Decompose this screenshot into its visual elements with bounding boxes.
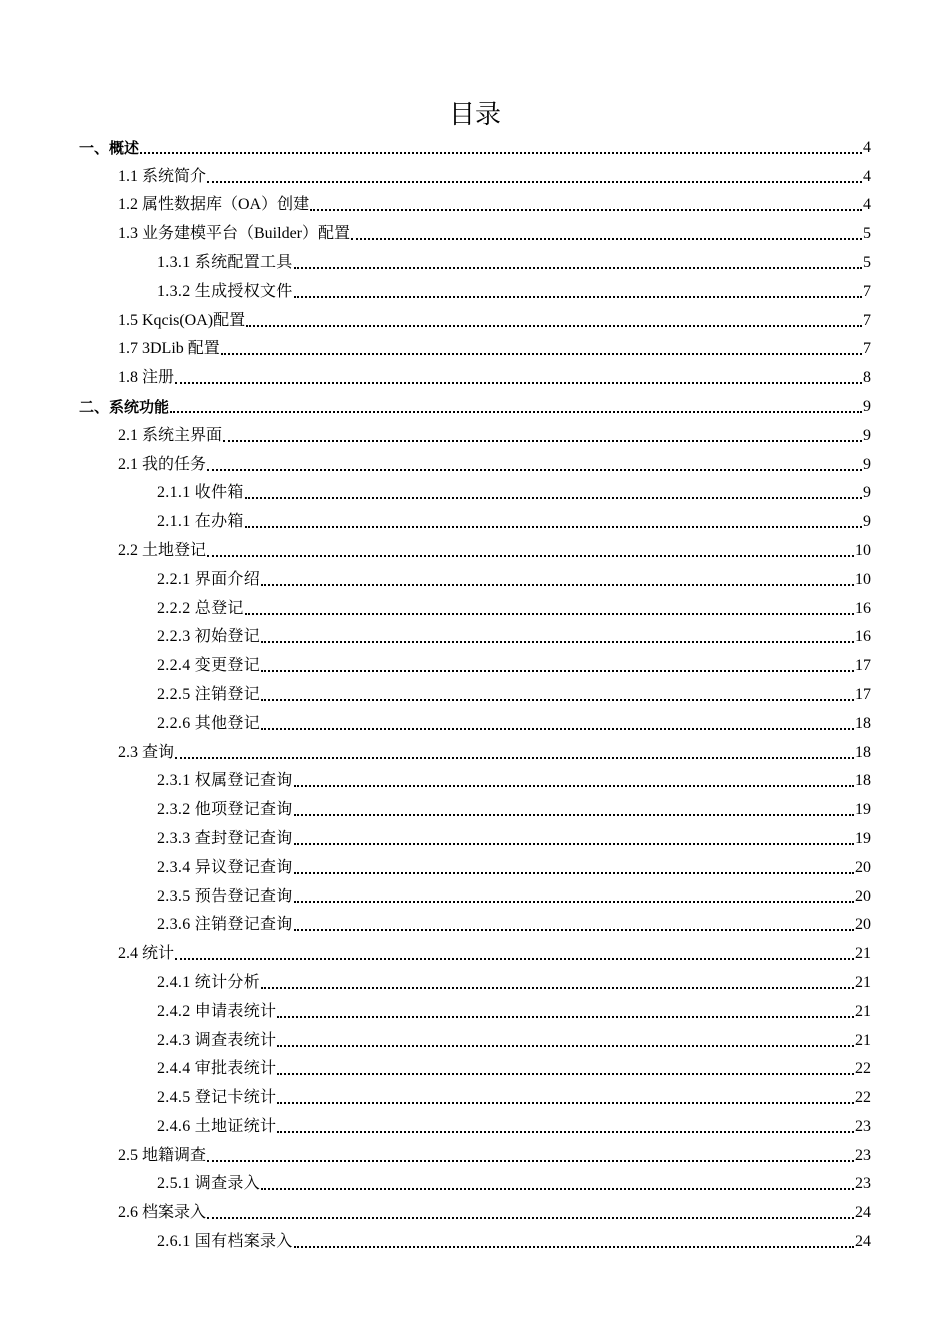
dot-leader — [207, 181, 862, 183]
toc-entry-title: 1.8 注册 — [118, 369, 175, 387]
dot-leader — [351, 238, 862, 240]
toc-entry[interactable] — [0, 534, 950, 563]
toc-entry-title: 1.3 业务建模平台（Builder）配置 — [118, 225, 350, 243]
toc-entry-title: 2.2.3 初始登记 — [157, 628, 260, 646]
dot-leader — [277, 1016, 854, 1018]
toc-entry-title: 2.3.6 注销登记查询 — [157, 916, 293, 934]
toc-page-number: 21 — [855, 945, 871, 963]
toc-entry-title: 2.6.1 国有档案录入 — [157, 1233, 293, 1251]
toc-entry-title: 2.1 系统主界面 — [118, 426, 223, 444]
dot-leader — [294, 296, 862, 298]
dot-leader — [170, 411, 862, 413]
toc-entry[interactable] — [0, 592, 950, 621]
toc-entry[interactable] — [0, 707, 950, 736]
toc-page-number: 22 — [855, 1060, 871, 1078]
toc-page-number: 10 — [855, 541, 871, 559]
toc-entry[interactable] — [0, 1024, 950, 1053]
dot-leader — [261, 641, 854, 643]
toc-entry[interactable] — [0, 563, 950, 592]
toc-entry-title: 1.7 3DLib 配置 — [118, 340, 220, 358]
dot-leader — [246, 325, 862, 327]
dot-leader — [245, 613, 854, 615]
toc-entry-title: 2.4.4 审批表统计 — [157, 1060, 277, 1078]
toc-entry-title: 1.3.1 系统配置工具 — [157, 253, 293, 271]
toc-entry[interactable] — [0, 361, 950, 390]
toc-page-number: 24 — [855, 1233, 871, 1251]
table-of-contents — [0, 131, 950, 1254]
toc-entry-title: 2.6 档案录入 — [118, 1204, 207, 1222]
toc-entry[interactable] — [0, 995, 950, 1024]
dot-leader — [245, 526, 862, 528]
toc-page-number: 20 — [855, 887, 871, 905]
toc-page-number: 23 — [855, 1117, 871, 1135]
dot-leader — [261, 1188, 854, 1190]
dot-leader — [294, 843, 854, 845]
toc-entry-title: 2.4.3 调查表统计 — [157, 1031, 277, 1049]
toc-page-number: 23 — [855, 1175, 871, 1193]
toc-entry[interactable] — [0, 390, 950, 419]
toc-entry[interactable] — [0, 1196, 950, 1225]
toc-entry[interactable] — [0, 1225, 950, 1254]
toc-page-number: 22 — [855, 1089, 871, 1107]
toc-page-number: 21 — [855, 973, 871, 991]
toc-entry[interactable] — [0, 851, 950, 880]
toc-page-number: 18 — [855, 743, 871, 761]
toc-entry[interactable] — [0, 448, 950, 477]
toc-entry-title: 2.5 地籍调查 — [118, 1146, 207, 1164]
toc-page-number: 21 — [855, 1002, 871, 1020]
toc-entry[interactable] — [0, 505, 950, 534]
toc-entry[interactable] — [0, 275, 950, 304]
toc-entry-title: 2.3.1 权属登记查询 — [157, 772, 293, 790]
toc-page-number: 4 — [863, 167, 871, 185]
toc-page-number: 4 — [863, 196, 871, 214]
toc-page-number: 10 — [855, 570, 871, 588]
toc-entry-title: 1.1 系统简介 — [118, 167, 207, 185]
toc-entry-title: 2.2.5 注销登记 — [157, 685, 260, 703]
dot-leader — [207, 555, 854, 557]
toc-entry[interactable] — [0, 909, 950, 938]
toc-page-number: 20 — [855, 858, 871, 876]
toc-entry-title: 1.3.2 生成授权文件 — [157, 282, 293, 300]
toc-entry-title: 二、系统功能 — [79, 397, 170, 416]
toc-entry[interactable] — [0, 160, 950, 189]
toc-page-number: 9 — [863, 513, 871, 531]
toc-entry[interactable] — [0, 966, 950, 995]
toc-entry-title: 1.5 Kqcis(OA)配置 — [118, 311, 246, 329]
toc-entry-title: 2.3.5 预告登记查询 — [157, 887, 293, 905]
toc-page-number: 4 — [863, 138, 871, 156]
toc-page-number: 18 — [855, 714, 871, 732]
dot-leader — [310, 209, 862, 211]
toc-entry[interactable] — [0, 678, 950, 707]
toc-page-number: 7 — [863, 340, 871, 358]
toc-entry-title: 2.3.4 异议登记查询 — [157, 858, 293, 876]
toc-entry-title: 2.2 土地登记 — [118, 541, 207, 559]
dot-leader — [294, 929, 854, 931]
toc-entry[interactable] — [0, 419, 950, 448]
toc-entry-title: 2.5.1 调查录入 — [157, 1175, 260, 1193]
dot-leader — [294, 785, 854, 787]
toc-page-number: 19 — [855, 829, 871, 847]
dot-leader — [261, 584, 854, 586]
toc-entry[interactable] — [0, 1168, 950, 1197]
page-title: 目录 — [448, 100, 501, 130]
toc-entry[interactable] — [0, 1110, 950, 1139]
toc-entry-title: 2.2.1 界面介绍 — [157, 570, 260, 588]
dot-leader — [277, 1131, 854, 1133]
toc-page-number: 7 — [863, 311, 871, 329]
toc-entry-title: 2.4.5 登记卡统计 — [157, 1089, 277, 1107]
toc-entry[interactable] — [0, 304, 950, 333]
dot-leader — [245, 497, 862, 499]
toc-entry-title: 2.4.2 申请表统计 — [157, 1002, 277, 1020]
toc-page-number: 17 — [855, 657, 871, 675]
toc-entry-title: 2.3.2 他项登记查询 — [157, 801, 293, 819]
dot-leader — [223, 440, 862, 442]
toc-entry[interactable] — [0, 1081, 950, 1110]
toc-page-number: 9 — [863, 484, 871, 502]
toc-entry[interactable] — [0, 217, 950, 246]
dot-leader — [140, 152, 862, 154]
toc-page-number: 9 — [863, 397, 871, 415]
toc-page-number: 5 — [863, 225, 871, 243]
toc-entry-title: 一、概述 — [79, 138, 140, 157]
dot-leader — [294, 872, 854, 874]
toc-page-number: 17 — [855, 685, 871, 703]
dot-leader — [294, 1246, 854, 1248]
toc-entry[interactable] — [0, 736, 950, 765]
toc-entry[interactable] — [0, 649, 950, 678]
toc-page-number: 9 — [863, 455, 871, 473]
dot-leader — [277, 1045, 854, 1047]
toc-entry[interactable] — [0, 1053, 950, 1082]
toc-page-number: 21 — [855, 1031, 871, 1049]
toc-entry-title: 2.3.3 查封登记查询 — [157, 829, 293, 847]
toc-entry-title: 2.2.2 总登记 — [157, 599, 244, 617]
dot-leader — [221, 353, 862, 355]
toc-entry[interactable] — [0, 621, 950, 650]
toc-entry[interactable] — [0, 1139, 950, 1168]
dot-leader — [261, 670, 854, 672]
toc-entry-title: 2.4.6 土地证统计 — [157, 1117, 277, 1135]
toc-page-number: 16 — [855, 599, 871, 617]
dot-leader — [175, 757, 854, 759]
toc-entry[interactable] — [0, 189, 950, 218]
toc-page-number: 16 — [855, 628, 871, 646]
dot-leader — [261, 728, 854, 730]
toc-entry-title: 2.1.1 在办箱 — [157, 513, 244, 531]
dot-leader — [277, 1102, 854, 1104]
dot-leader — [175, 382, 862, 384]
toc-page-number: 19 — [855, 801, 871, 819]
toc-entry-title: 2.1.1 收件箱 — [157, 484, 244, 502]
toc-page-number: 8 — [863, 369, 871, 387]
toc-page-number: 9 — [863, 426, 871, 444]
toc-entry[interactable] — [0, 822, 950, 851]
toc-page-number: 23 — [855, 1146, 871, 1164]
toc-entry[interactable] — [0, 793, 950, 822]
dot-leader — [294, 901, 854, 903]
dot-leader — [294, 267, 862, 269]
toc-entry[interactable] — [0, 765, 950, 794]
toc-entry[interactable] — [0, 131, 950, 160]
toc-entry[interactable] — [0, 333, 950, 362]
dot-leader — [207, 1217, 854, 1219]
dot-leader — [261, 699, 854, 701]
toc-entry-title: 2.4.1 统计分析 — [157, 973, 260, 991]
toc-page-number: 18 — [855, 772, 871, 790]
dot-leader — [207, 469, 862, 471]
dot-leader — [207, 1160, 854, 1162]
toc-entry-title: 2.2.6 其他登记 — [157, 714, 260, 732]
toc-entry[interactable] — [0, 477, 950, 506]
toc-entry[interactable] — [0, 937, 950, 966]
toc-entry-title: 2.1 我的任务 — [118, 455, 207, 473]
toc-entry-title: 1.2 属性数据库（OA）创建 — [118, 196, 310, 214]
toc-page-number: 20 — [855, 916, 871, 934]
dot-leader — [294, 814, 854, 816]
dot-leader — [277, 1073, 854, 1075]
dot-leader — [261, 987, 854, 989]
toc-entry-title: 2.2.4 变更登记 — [157, 657, 260, 675]
toc-page-number: 7 — [863, 282, 871, 300]
toc-page-number: 24 — [855, 1204, 871, 1222]
toc-page-number: 5 — [863, 253, 871, 271]
toc-entry-title: 2.3 查询 — [118, 743, 175, 761]
toc-entry[interactable] — [0, 246, 950, 275]
dot-leader — [175, 958, 854, 960]
toc-entry[interactable] — [0, 880, 950, 909]
toc-entry-title: 2.4 统计 — [118, 945, 175, 963]
